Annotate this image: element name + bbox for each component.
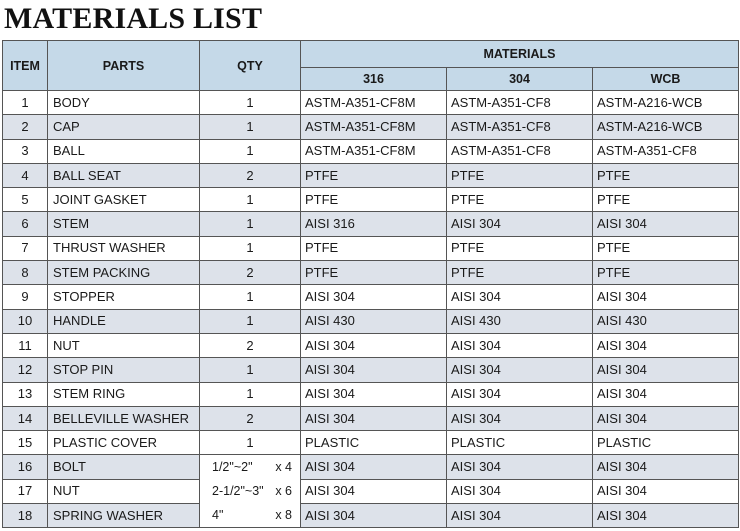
material-316-cell: AISI 304 [301,504,447,528]
table-row [3,163,739,187]
part-name-cell: NUT [48,479,200,503]
material-316-cell: AISI 316 [301,212,447,236]
material-wcb-cell: PTFE [593,163,739,187]
material-304-cell: PTFE [447,163,593,187]
material-wcb-cell: ASTM-A216-WCB [593,115,739,139]
material-wcb-cell: PTFE [593,261,739,285]
part-name-cell: STEM [48,212,200,236]
table-row [3,236,739,260]
part-name-cell: CAP [48,115,200,139]
table-row [3,188,739,212]
part-name-cell: STOPPER [48,285,200,309]
item-number-cell: 14 [3,406,48,430]
table-row [3,115,739,139]
table-row [3,431,739,455]
table-row [3,504,739,528]
table-row [3,358,739,382]
material-316-cell: PTFE [301,261,447,285]
materials-table [2,40,739,528]
table-row [3,406,739,430]
qty-size-line [200,455,300,479]
part-name-cell: STOP PIN [48,358,200,382]
material-316-cell: PTFE [301,188,447,212]
part-name-cell: NUT [48,333,200,357]
material-316-cell: ASTM-A351-CF8M [301,115,447,139]
material-304-cell: AISI 304 [447,382,593,406]
qty-size-line [200,503,300,527]
material-304-cell: AISI 304 [447,406,593,430]
qty-cell: 1 [200,382,301,406]
table-row [3,333,739,357]
material-304-cell: AISI 304 [447,358,593,382]
material-304-cell: AISI 304 [447,455,593,479]
qty-cell: 1 [200,188,301,212]
item-number-cell: 17 [3,479,48,503]
material-304-cell: ASTM-A351-CF8 [447,115,593,139]
material-316-cell: AISI 304 [301,406,447,430]
part-name-cell: HANDLE [48,309,200,333]
table-row [3,285,739,309]
material-wcb-cell: AISI 304 [593,382,739,406]
material-wcb-cell: PLASTIC [593,431,739,455]
material-wcb-cell: AISI 304 [593,406,739,430]
material-304-cell: AISI 430 [447,309,593,333]
table-row [3,455,739,479]
material-304-cell: AISI 304 [447,479,593,503]
table-row [3,91,739,115]
material-316-cell: AISI 430 [301,309,447,333]
item-number-cell: 11 [3,333,48,357]
material-304-cell: ASTM-A351-CF8 [447,139,593,163]
qty-cell: 1 [200,139,301,163]
material-wcb-cell: AISI 304 [593,285,739,309]
part-name-cell: PLASTIC COVER [48,431,200,455]
size-label: 4" [212,508,224,523]
material-304-cell: PTFE [447,261,593,285]
item-number-cell: 1 [3,91,48,115]
material-304-cell: AISI 304 [447,212,593,236]
item-number-cell: 6 [3,212,48,236]
table-body [3,91,739,528]
qty-cell: 1 [200,115,301,139]
material-wcb-cell: AISI 304 [593,333,739,357]
material-wcb-cell: ASTM-A216-WCB [593,91,739,115]
material-316-cell: ASTM-A351-CF8M [301,139,447,163]
material-wcb-cell: AISI 304 [593,212,739,236]
header-qty: QTY [200,41,301,91]
qty-by-size-cell [200,455,301,528]
qty-cell: 1 [200,212,301,236]
qty-cell: 1 [200,236,301,260]
item-number-cell: 12 [3,358,48,382]
size-count: x 4 [275,460,292,475]
item-number-cell: 9 [3,285,48,309]
part-name-cell: BALL SEAT [48,163,200,187]
page-title: MATERIALS LIST [4,2,263,35]
material-316-cell: ASTM-A351-CF8M [301,91,447,115]
size-label: 2-1/2"~3" [212,484,264,499]
size-count: x 8 [275,508,292,523]
table-row [3,382,739,406]
header-304: 304 [447,68,593,91]
item-number-cell: 10 [3,309,48,333]
material-316-cell: PLASTIC [301,431,447,455]
material-wcb-cell: AISI 304 [593,504,739,528]
table-row [3,212,739,236]
part-name-cell: BOLT [48,455,200,479]
material-304-cell: PTFE [447,188,593,212]
item-number-cell: 18 [3,504,48,528]
item-number-cell: 5 [3,188,48,212]
material-wcb-cell: AISI 430 [593,309,739,333]
part-name-cell: THRUST WASHER [48,236,200,260]
material-316-cell: AISI 304 [301,382,447,406]
material-316-cell: PTFE [301,163,447,187]
material-316-cell: AISI 304 [301,455,447,479]
material-316-cell: AISI 304 [301,285,447,309]
size-count: x 6 [275,484,292,499]
table-row [3,479,739,503]
part-name-cell: BODY [48,91,200,115]
qty-cell: 1 [200,285,301,309]
header-materials: MATERIALS [301,41,739,68]
table-row [3,261,739,285]
item-number-cell: 8 [3,261,48,285]
material-wcb-cell: ASTM-A351-CF8 [593,139,739,163]
item-number-cell: 16 [3,455,48,479]
material-304-cell: AISI 304 [447,504,593,528]
material-304-cell: AISI 304 [447,333,593,357]
item-number-cell: 13 [3,382,48,406]
qty-cell: 2 [200,261,301,285]
material-316-cell: AISI 304 [301,333,447,357]
qty-cell: 1 [200,358,301,382]
material-wcb-cell: AISI 304 [593,455,739,479]
part-name-cell: STEM PACKING [48,261,200,285]
table-row [3,309,739,333]
material-304-cell: ASTM-A351-CF8 [447,91,593,115]
material-316-cell: AISI 304 [301,358,447,382]
header-316: 316 [301,68,447,91]
header-item: ITEM [3,41,48,91]
material-304-cell: AISI 304 [447,285,593,309]
material-304-cell: PTFE [447,236,593,260]
qty-size-line [200,479,300,503]
table-row [3,139,739,163]
part-name-cell: STEM RING [48,382,200,406]
qty-cell: 1 [200,309,301,333]
material-wcb-cell: PTFE [593,236,739,260]
part-name-cell: BALL [48,139,200,163]
part-name-cell: SPRING WASHER [48,504,200,528]
material-316-cell: PTFE [301,236,447,260]
part-name-cell: JOINT GASKET [48,188,200,212]
material-wcb-cell: AISI 304 [593,479,739,503]
qty-cell: 2 [200,163,301,187]
material-wcb-cell: PTFE [593,188,739,212]
item-number-cell: 3 [3,139,48,163]
item-number-cell: 2 [3,115,48,139]
size-label: 1/2"~2" [212,460,253,475]
qty-cell: 2 [200,406,301,430]
material-304-cell: PLASTIC [447,431,593,455]
qty-cell: 2 [200,333,301,357]
header-parts: PARTS [48,41,200,91]
part-name-cell: BELLEVILLE WASHER [48,406,200,430]
item-number-cell: 4 [3,163,48,187]
qty-cell: 1 [200,91,301,115]
item-number-cell: 15 [3,431,48,455]
header-wcb: WCB [593,68,739,91]
material-wcb-cell: AISI 304 [593,358,739,382]
material-316-cell: AISI 304 [301,479,447,503]
item-number-cell: 7 [3,236,48,260]
qty-cell: 1 [200,431,301,455]
